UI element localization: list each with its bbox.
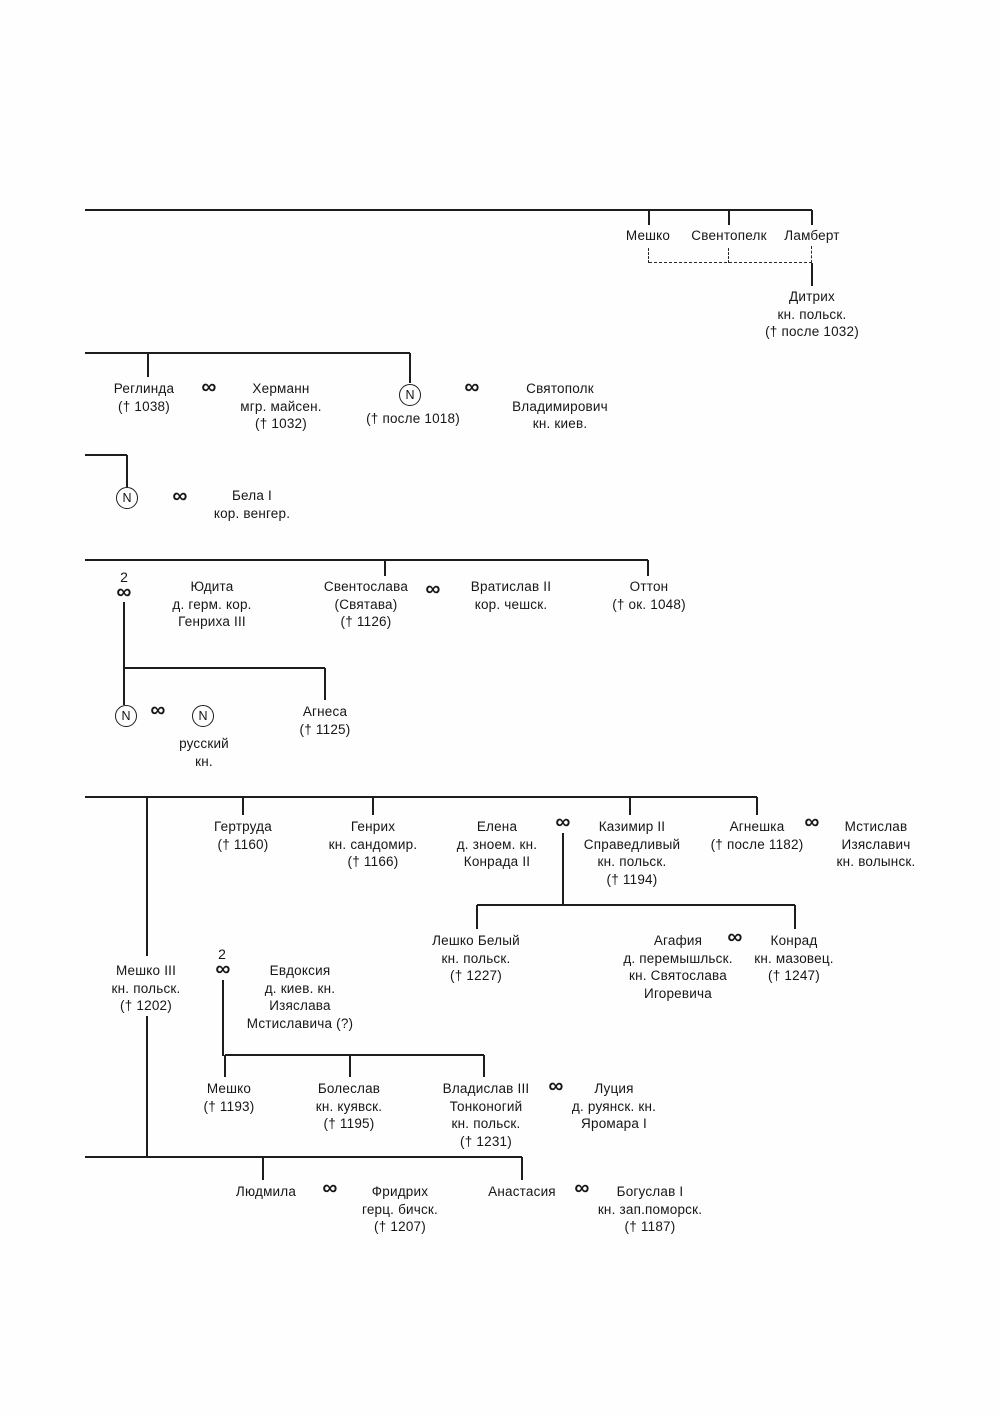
unknown-person-circle: N	[192, 705, 214, 727]
marriage-infinity-symbol: ∞	[116, 580, 132, 604]
person-caption: Изяслава	[269, 998, 331, 1013]
marriage-infinity-symbol: ∞	[555, 810, 571, 834]
person-russkiy-knyaz	[179, 735, 229, 770]
connector-line	[521, 1157, 523, 1180]
connector-line	[85, 209, 812, 211]
person-evdoksia	[247, 962, 354, 1032]
marriage-infinity-symbol: ∞	[322, 1176, 338, 1200]
uncertain-connector-line	[811, 246, 812, 263]
person-caption: († 1166)	[347, 854, 399, 869]
connector-line	[562, 833, 564, 906]
person-name: Владислав III	[442, 1081, 530, 1096]
connector-line	[324, 668, 326, 700]
marriage-infinity-symbol: ∞	[548, 1074, 564, 1098]
person-kazimir-ii	[584, 818, 680, 888]
connector-line	[126, 455, 128, 487]
person-caption: кн.	[195, 753, 213, 769]
person-caption: Яромара I	[581, 1116, 647, 1131]
person-caption: кн. Святослава	[629, 968, 727, 983]
person-name: Елена	[476, 819, 518, 834]
person-caption: († 1187)	[624, 1219, 676, 1234]
person-name: Богуслав I	[616, 1184, 684, 1199]
uncertain-connector-line	[728, 248, 729, 263]
person-name: Свентослава	[323, 579, 409, 594]
connector-line	[242, 797, 244, 815]
connector-line	[224, 1055, 226, 1077]
connector-line	[146, 797, 148, 956]
person-otton	[612, 578, 686, 613]
connector-line	[262, 1157, 264, 1180]
person-caption: († 1207)	[374, 1219, 426, 1234]
connector-line	[85, 454, 127, 456]
second-marriage-marker: 2	[218, 946, 226, 962]
person-caption: кн. польск.	[597, 854, 667, 869]
person-meshko-iii	[112, 962, 181, 1015]
person-caption: Владимирович	[512, 398, 608, 414]
connector-line	[222, 980, 224, 1056]
person-name: Конрад	[770, 933, 818, 948]
person-name: Херманн	[252, 381, 310, 396]
person-caption: д. герм. кор.	[172, 596, 252, 612]
marriage-infinity-symbol: ∞	[425, 577, 441, 601]
connector-line	[811, 210, 813, 225]
person-caption: († после 1032)	[765, 324, 859, 339]
person-mstislav	[837, 818, 916, 871]
person-lucia	[572, 1080, 656, 1133]
person-name: Ламберт	[784, 228, 840, 243]
person-fridrikh	[362, 1183, 438, 1236]
person-agafia	[623, 932, 732, 1002]
person-agnesa	[300, 703, 351, 738]
marriage-infinity-symbol: ∞	[201, 375, 217, 399]
person-svyatopolk	[512, 380, 608, 433]
person-reglinda	[114, 380, 174, 415]
person-caption: († 1125)	[299, 721, 351, 737]
person-sventopelk	[691, 227, 766, 245]
connector-line	[85, 352, 410, 354]
marriage-infinity-symbol: ∞	[574, 1176, 590, 1200]
person-caption: Генриха III	[178, 614, 246, 629]
person-vratislav-ii	[471, 578, 551, 613]
person-name: Луция	[594, 1081, 634, 1096]
person-name: Мешко III	[115, 963, 177, 978]
person-caption: († 1126)	[340, 614, 392, 629]
connector-line	[225, 1054, 484, 1056]
person-agneshka	[711, 818, 804, 853]
person-name: Свентопелк	[691, 228, 767, 243]
person-caption: кн. киев.	[532, 416, 588, 431]
person-caption: († 1227)	[450, 968, 502, 983]
person-khermann	[240, 380, 321, 433]
person-caption: герц. бичск.	[362, 1201, 438, 1217]
connector-line	[85, 559, 648, 561]
connector-line	[372, 797, 374, 815]
person-caption: († 1194)	[606, 871, 658, 887]
connector-line	[384, 560, 386, 576]
person-vladislav-iii	[443, 1080, 530, 1150]
person-name: Святополк	[526, 381, 594, 396]
connector-line	[85, 1156, 522, 1158]
marriage-infinity-symbol: ∞	[804, 810, 820, 834]
person-caption: кор. венгер.	[213, 505, 291, 521]
uncertain-connector-line	[648, 248, 649, 263]
person-caption: († 1231)	[460, 1133, 512, 1149]
marriage-infinity-symbol: ∞	[215, 957, 231, 981]
person-caption: кн. куявск.	[315, 1098, 383, 1114]
person-sventoslava	[324, 578, 408, 631]
marriage-infinity-symbol: ∞	[727, 925, 743, 949]
person-caption: д. зноем. кн.	[456, 836, 538, 852]
person-name: Казимир II	[598, 819, 666, 834]
unknown-person-circle: N	[116, 487, 138, 509]
person-caption: д. руянск. кн.	[571, 1098, 657, 1114]
person-name: Людмила	[235, 1184, 297, 1199]
person-caption: кор. чешск.	[474, 596, 548, 612]
marriage-infinity-symbol: ∞	[172, 484, 188, 508]
unknown-person-circle: N	[399, 384, 421, 406]
person-name: Лешко Белый	[432, 933, 520, 948]
person-caption: кн. польск.	[441, 950, 511, 966]
connector-line	[629, 797, 631, 815]
person-name: Оттон	[629, 579, 669, 594]
person-caption: († после 1182)	[710, 836, 804, 852]
marriage-infinity-symbol: ∞	[464, 375, 480, 399]
person-caption: († 1032)	[255, 416, 307, 431]
connector-line	[85, 796, 757, 798]
person-caption: († 1247)	[768, 968, 820, 983]
person-caption: Справедливый	[583, 836, 681, 852]
person-caption: кн. польск.	[451, 1116, 521, 1131]
person-caption: (Святава)	[334, 596, 398, 612]
connector-line	[349, 1055, 351, 1077]
person-caption: Тонконогий	[449, 1098, 523, 1114]
person-leshko-belyy	[432, 932, 520, 985]
person-caption: Изяславич	[841, 836, 911, 852]
person-yudita	[172, 578, 251, 631]
connector-line	[147, 353, 149, 377]
person-boguslav-i	[598, 1183, 702, 1236]
person-caption: кн. польск.	[111, 980, 181, 996]
uncertain-connector-line	[649, 262, 812, 263]
person-caption: († 1160)	[217, 836, 269, 852]
connector-line	[477, 904, 795, 906]
person-lyudmila	[236, 1183, 296, 1201]
person-elena	[457, 818, 538, 871]
connector-line	[756, 797, 758, 815]
person-bela-i	[214, 487, 290, 522]
person-name: Болеслав	[317, 1081, 381, 1096]
person-name: Агнеса	[302, 704, 348, 719]
person-name: Генрих	[350, 819, 396, 834]
person-caption: кн. зап.поморск.	[597, 1201, 703, 1217]
connector-line	[146, 1016, 148, 1158]
person-name: Мешко	[625, 228, 671, 243]
person-caption: Игоревича	[644, 985, 712, 1001]
person-name: Мешко	[206, 1081, 252, 1096]
person-name: Анастасия	[488, 1184, 556, 1199]
person-name: Вратислав II	[470, 579, 552, 594]
person-caption: († 1038)	[118, 398, 170, 414]
person-name: Юдита	[190, 579, 234, 594]
person-caption: Мстиславича (?)	[246, 1015, 354, 1031]
person-caption: († 1193)	[203, 1098, 255, 1114]
person-anastasia	[488, 1183, 556, 1201]
person-ditrikh	[765, 288, 859, 341]
person-meshko	[626, 227, 670, 245]
person-caption: мгр. майсен.	[240, 398, 322, 414]
person-name: Гертруда	[214, 819, 272, 834]
connector-line	[476, 905, 478, 929]
connector-line	[648, 210, 650, 225]
person-caption: д. перемышльск.	[623, 950, 733, 966]
connector-line	[811, 263, 813, 286]
marriage-infinity-symbol: ∞	[150, 698, 166, 722]
person-name: Дитрих	[789, 289, 835, 304]
connector-line	[647, 560, 649, 576]
person-name: Агафия	[653, 933, 703, 948]
connector-line	[794, 905, 796, 929]
person-caption: д. киев. кн.	[264, 980, 336, 996]
second-marriage-marker: 2	[120, 569, 128, 585]
person-caption: († ок. 1048)	[612, 596, 686, 612]
person-name: Фридрих	[371, 1184, 429, 1199]
person-caption: кн. польск.	[777, 306, 847, 322]
person-name: Агнешка	[729, 819, 785, 834]
person-konrad	[754, 932, 833, 985]
unknown-person-circle: N	[115, 705, 137, 727]
person-meshko-1193	[204, 1080, 255, 1115]
person-genrikh	[329, 818, 418, 871]
connector-line	[124, 667, 325, 669]
connector-line	[409, 353, 411, 383]
person-caption: († 1195)	[323, 1116, 375, 1131]
person-name: Реглинда	[113, 381, 175, 396]
person-boleslav	[316, 1080, 382, 1133]
person-caption: кн. мазовец.	[754, 950, 834, 966]
person-caption: кн. волынск.	[836, 854, 916, 869]
connector-line	[728, 210, 730, 225]
person-caption: Конрада II	[463, 854, 531, 869]
person-name: Бела I	[231, 488, 273, 503]
person-caption: († 1202)	[120, 998, 172, 1013]
person-name: († после 1018)	[366, 411, 460, 426]
person-lambert	[784, 227, 839, 245]
person-name: русский	[179, 736, 229, 751]
person-gertruda	[214, 818, 272, 853]
person-caption: кн. сандомир.	[328, 836, 418, 852]
connector-line	[483, 1055, 485, 1077]
person-n-posle-1018	[366, 410, 460, 428]
connector-line	[123, 602, 125, 669]
person-name: Евдоксия	[269, 963, 331, 978]
person-name: Мстислав	[844, 819, 908, 834]
connector-line	[123, 668, 125, 705]
